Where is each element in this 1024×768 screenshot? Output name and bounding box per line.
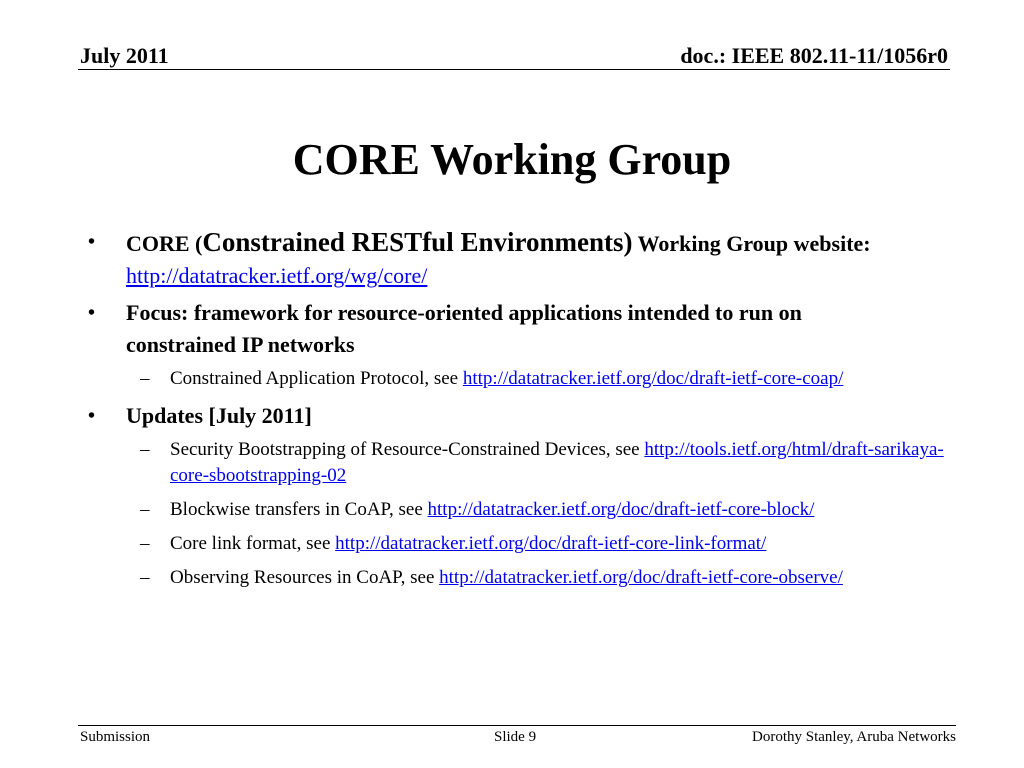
observe-draft-link[interactable]: http://datatracker.ietf.org/doc/draft-ietf-core-observe/ bbox=[439, 567, 843, 588]
footer-slide-number: Slide 9 bbox=[494, 729, 537, 745]
dash-icon: – bbox=[140, 439, 150, 460]
subitem-observe bbox=[88, 565, 958, 591]
bullet-dot-icon: • bbox=[88, 231, 96, 253]
header-divider bbox=[78, 69, 950, 70]
bullet-text-prefix: CORE ( bbox=[126, 231, 203, 256]
footer-divider bbox=[78, 725, 956, 726]
subitem-sbootstrapping bbox=[88, 437, 958, 489]
dash-icon: – bbox=[140, 499, 150, 520]
bullet-text-suffix: Working Group website: bbox=[632, 231, 871, 256]
bullet-dot-icon: • bbox=[88, 302, 96, 324]
dash-icon: – bbox=[140, 368, 150, 389]
sbootstrapping-draft-link[interactable]: http://tools.ietf.org/html/draft-sarikaya-core-sbootstrapping-02 bbox=[170, 439, 944, 486]
dash-icon: – bbox=[140, 533, 150, 554]
subitem-text: Core link format, see bbox=[170, 533, 336, 554]
coap-draft-link[interactable]: http://datatracker.ietf.org/doc/draft-ietf-core-coap/ bbox=[462, 368, 844, 389]
bullet-updates bbox=[88, 400, 958, 432]
bullet-focus bbox=[88, 297, 826, 361]
bullet-dot-icon: • bbox=[88, 405, 96, 427]
core-wg-link[interactable]: http://datatracker.ietf.org/wg/core/ bbox=[126, 263, 428, 288]
footer-author: Dorothy Stanley, Aruba Networks bbox=[752, 729, 956, 745]
footer-submission: Submission bbox=[80, 729, 151, 745]
subitem-text: Security Bootstrapping of Resource-Constrained Devices, see bbox=[170, 439, 645, 460]
slide-content bbox=[88, 226, 958, 599]
block-draft-link[interactable]: http://datatracker.ietf.org/doc/draft-ietf-core-block/ bbox=[427, 499, 815, 520]
subitem-text: Constrained Application Protocol, see bbox=[170, 368, 463, 389]
bullet-text: Updates [July 2011] bbox=[126, 403, 312, 428]
slide-header-doc-id: doc.: IEEE 802.11-11/1056r0 bbox=[680, 43, 948, 68]
subitem-coap bbox=[88, 366, 958, 392]
subitem-blockwise bbox=[88, 497, 958, 523]
subitem-text: Blockwise transfers in CoAP, see bbox=[170, 499, 428, 520]
bullet-text: Focus: framework for resource-oriented applications intended to run on constrained IP networks bbox=[126, 300, 802, 357]
subitem-link-format bbox=[88, 531, 958, 557]
bullet-core-website bbox=[88, 226, 958, 292]
subitem-text: Observing Resources in CoAP, see bbox=[170, 567, 440, 588]
bullet-text-expansion: Constrained RESTful Environments) bbox=[202, 227, 633, 257]
link-format-draft-link[interactable]: http://datatracker.ietf.org/doc/draft-ietf-core-link-format/ bbox=[335, 533, 767, 554]
dash-icon: – bbox=[140, 567, 150, 588]
slide-title: CORE Working Group bbox=[292, 135, 732, 184]
slide-header-date: July 2011 bbox=[80, 43, 169, 68]
